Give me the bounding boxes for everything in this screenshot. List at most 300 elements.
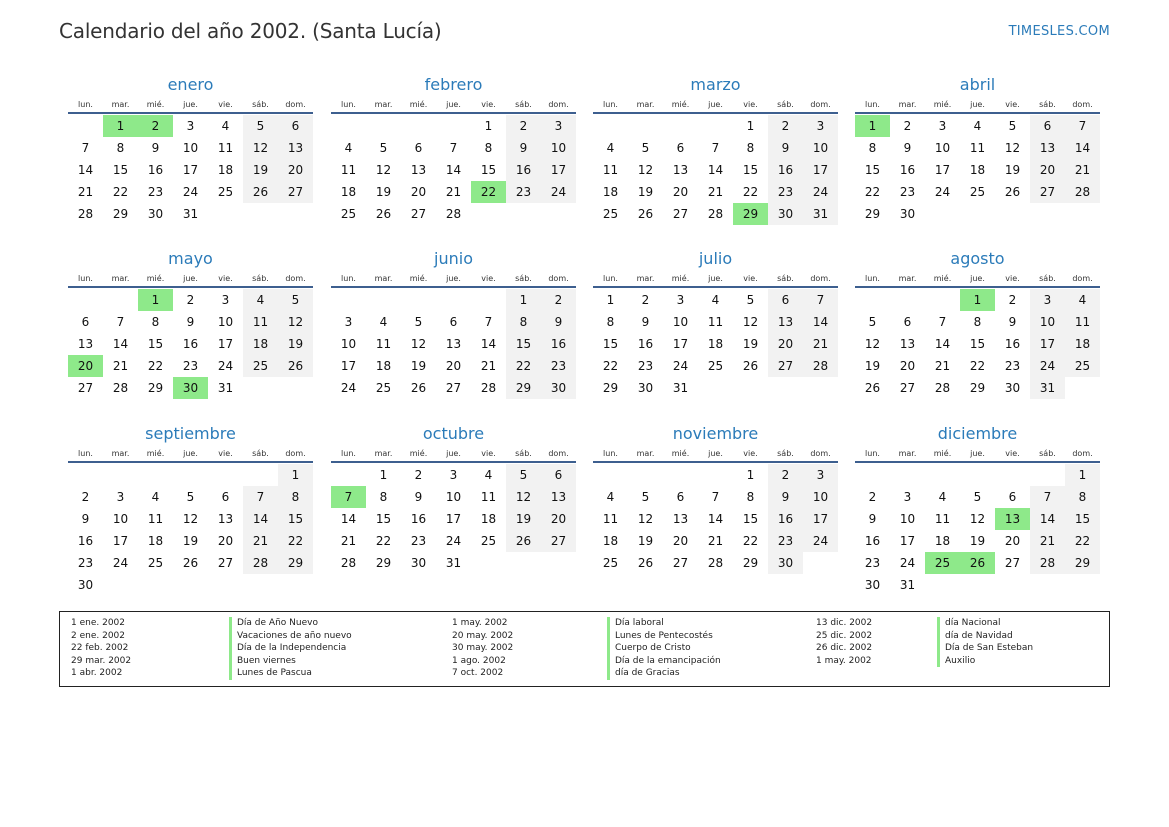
weekday-label: jue.	[183, 273, 198, 283]
weekday-header	[593, 270, 838, 288]
day-cell: 31	[1030, 377, 1065, 399]
day-cell: 7	[803, 289, 838, 311]
brand-link[interactable]: TIMESLES.COM	[1008, 24, 1110, 39]
day-cell: 31	[182, 207, 199, 221]
day-cell: 14	[803, 311, 838, 333]
day-cell: 13	[768, 311, 803, 333]
weekday-label: mar.	[636, 273, 655, 283]
holiday-day-cell: 1	[960, 289, 995, 311]
day-cell: 21	[1030, 530, 1065, 552]
day-cell: 11	[602, 163, 619, 177]
legend-date: 20 may. 2002	[452, 630, 514, 641]
day-cell: 12	[637, 163, 654, 177]
weekday-label: vie.	[218, 448, 233, 458]
day-cell: 19	[243, 159, 278, 181]
day-cell: 17	[672, 337, 689, 351]
day-cell: 12	[637, 512, 654, 526]
day-cell: 18	[969, 163, 986, 177]
day-cell: 9	[768, 486, 803, 508]
day-cell: 8	[606, 315, 615, 329]
day-cell: 18	[147, 534, 164, 548]
weekday-label: dom.	[810, 99, 831, 109]
day-cell: 20	[672, 185, 689, 199]
day-cell: 10	[112, 512, 129, 526]
day-cell: 30	[1004, 381, 1021, 395]
day-cell: 2	[81, 490, 90, 504]
empty-cell	[628, 115, 663, 137]
month-name: octubre	[422, 424, 485, 443]
day-cell: 19	[278, 333, 313, 355]
day-cell: 7	[81, 141, 90, 155]
day-cell: 12	[243, 137, 278, 159]
weekday-label: mar.	[111, 448, 130, 458]
month-octubre	[331, 423, 576, 574]
empty-cell	[628, 464, 663, 486]
day-cell: 9	[768, 137, 803, 159]
day-cell: 6	[414, 141, 423, 155]
day-cell: 27	[410, 207, 427, 221]
legend-holiday-name: Día de Año Nuevo	[229, 617, 352, 630]
day-cell: 6	[676, 490, 685, 504]
day-cell: 18	[375, 359, 392, 373]
empty-cell	[1030, 464, 1065, 486]
day-cell: 8	[116, 141, 125, 155]
day-cell: 1	[484, 119, 493, 133]
day-cell: 2	[868, 490, 877, 504]
empty-cell	[855, 289, 890, 311]
day-cell: 3	[803, 464, 838, 486]
weekday-label: sáb.	[515, 273, 532, 283]
day-cell: 26	[375, 207, 392, 221]
empty-cell	[593, 464, 628, 486]
day-cell: 27	[541, 530, 576, 552]
legend-date: 25 dic. 2002	[816, 630, 873, 641]
day-cell: 14	[707, 163, 724, 177]
empty-cell	[243, 464, 278, 486]
holiday-day-cell: 1	[138, 289, 173, 311]
month-diciembre	[855, 423, 1100, 596]
day-cell: 1	[746, 468, 755, 482]
day-cell: 3	[903, 490, 912, 504]
weekday-label: mar.	[374, 99, 393, 109]
day-cell: 15	[742, 163, 759, 177]
weekday-label: sáb.	[515, 448, 532, 458]
day-cell: 19	[637, 534, 654, 548]
month-name: febrero	[424, 75, 483, 94]
day-cell: 27	[77, 381, 94, 395]
month-enero	[68, 74, 313, 225]
empty-cell	[698, 464, 733, 486]
day-cell: 16	[77, 534, 94, 548]
day-cell: 15	[375, 512, 392, 526]
day-cell: 31	[445, 556, 462, 570]
day-cell: 14	[445, 163, 462, 177]
day-cell: 26	[410, 381, 427, 395]
weekday-label: mar.	[898, 448, 917, 458]
empty-cell	[890, 464, 925, 486]
day-cell: 13	[217, 512, 234, 526]
day-cell: 3	[116, 490, 125, 504]
day-cell: 1	[606, 293, 615, 307]
day-cell: 9	[1008, 315, 1017, 329]
weekday-label: mar.	[898, 273, 917, 283]
day-cell: 16	[864, 534, 881, 548]
day-cell: 26	[742, 359, 759, 373]
weekday-label: lun.	[865, 273, 880, 283]
day-cell: 15	[147, 337, 164, 351]
day-cell: 11	[375, 337, 392, 351]
day-cell: 6	[81, 315, 90, 329]
day-cell: 2	[541, 289, 576, 311]
weekday-label: mar.	[374, 273, 393, 283]
day-cell: 24	[445, 534, 462, 548]
day-cell: 2	[1008, 293, 1017, 307]
day-cell: 2	[506, 115, 541, 137]
day-grid	[331, 114, 576, 225]
day-cell: 22	[864, 185, 881, 199]
day-cell: 28	[243, 552, 278, 574]
day-cell: 19	[375, 185, 392, 199]
day-cell: 12	[742, 315, 759, 329]
weekday-header	[593, 96, 838, 114]
day-cell: 11	[969, 141, 986, 155]
day-cell: 7	[484, 315, 493, 329]
day-cell: 27	[217, 556, 234, 570]
day-cell: 29	[112, 207, 129, 221]
weekday-header	[855, 270, 1100, 288]
day-grid	[331, 288, 576, 399]
day-cell: 9	[151, 141, 160, 155]
day-cell: 29	[375, 556, 392, 570]
day-cell: 4	[221, 119, 230, 133]
legend-date: 1 ene. 2002	[71, 618, 125, 628]
empty-cell	[925, 464, 960, 486]
legend-date: 7 oct. 2002	[452, 668, 504, 678]
weekday-label: jue.	[183, 99, 198, 109]
day-cell: 30	[768, 552, 803, 574]
day-cell: 28	[112, 381, 129, 395]
legend-holiday-name: Cuerpo de Cristo	[607, 642, 721, 655]
weekday-label: dom.	[548, 273, 569, 283]
holiday-day-cell: 26	[960, 552, 995, 574]
day-cell: 15	[1065, 508, 1100, 530]
day-cell: 3	[803, 115, 838, 137]
day-cell: 25	[480, 534, 497, 548]
day-cell: 14	[1065, 137, 1100, 159]
day-cell: 31	[803, 203, 838, 225]
day-cell: 23	[899, 185, 916, 199]
month-name: septiembre	[145, 424, 236, 443]
day-cell: 31	[899, 578, 916, 592]
day-cell: 21	[934, 359, 951, 373]
day-cell: 3	[676, 293, 685, 307]
weekday-label: jue.	[183, 448, 198, 458]
day-cell: 20	[1030, 159, 1065, 181]
day-cell: 10	[803, 486, 838, 508]
day-cell: 21	[1065, 159, 1100, 181]
day-cell: 26	[278, 355, 313, 377]
day-cell: 13	[445, 337, 462, 351]
weekday-label: lun.	[603, 99, 618, 109]
day-cell: 25	[602, 556, 619, 570]
day-cell: 4	[1065, 289, 1100, 311]
day-cell: 8	[746, 490, 755, 504]
day-cell: 7	[938, 315, 947, 329]
day-cell: 10	[934, 141, 951, 155]
weekday-label: vie.	[218, 99, 233, 109]
day-cell: 15	[969, 337, 986, 351]
day-cell: 6	[221, 490, 230, 504]
day-cell: 13	[410, 163, 427, 177]
weekday-header	[855, 445, 1100, 463]
day-cell: 18	[340, 185, 357, 199]
day-cell: 17	[1030, 333, 1065, 355]
empty-cell	[995, 464, 1030, 486]
day-cell: 4	[484, 468, 493, 482]
day-cell: 17	[803, 159, 838, 181]
day-cell: 9	[506, 137, 541, 159]
day-cell: 19	[864, 359, 881, 373]
day-cell: 23	[768, 181, 803, 203]
day-cell: 5	[243, 115, 278, 137]
weekday-label: mié.	[671, 448, 690, 458]
day-cell: 30	[77, 578, 94, 592]
page-title: Calendario del año 2002. (Santa Lucía)	[59, 19, 442, 43]
weekday-label: dom.	[548, 448, 569, 458]
day-cell: 30	[147, 207, 164, 221]
month-name: diciembre	[937, 424, 1018, 443]
day-cell: 7	[243, 486, 278, 508]
day-cell: 6	[676, 141, 685, 155]
weekday-header	[331, 270, 576, 288]
day-cell: 12	[410, 337, 427, 351]
day-cell: 2	[414, 468, 423, 482]
day-cell: 21	[77, 185, 94, 199]
day-cell: 11	[340, 163, 357, 177]
weekday-label: vie.	[1005, 273, 1020, 283]
day-cell: 21	[803, 333, 838, 355]
day-cell: 11	[1065, 311, 1100, 333]
day-cell: 17	[803, 508, 838, 530]
day-cell: 21	[340, 534, 357, 548]
day-cell: 26	[637, 556, 654, 570]
weekday-label: vie.	[743, 273, 758, 283]
weekday-label: lun.	[341, 448, 356, 458]
weekday-label: mar.	[636, 99, 655, 109]
day-cell: 19	[410, 359, 427, 373]
day-cell: 16	[1004, 337, 1021, 351]
legend-holiday-name: Auxilio	[937, 655, 1033, 668]
day-cell: 21	[243, 530, 278, 552]
day-cell: 16	[182, 337, 199, 351]
legend-holiday-name: día de Navidad	[937, 630, 1033, 643]
day-cell: 28	[934, 381, 951, 395]
day-cell: 8	[151, 315, 160, 329]
day-cell: 17	[445, 512, 462, 526]
holiday-day-cell: 1	[855, 115, 890, 137]
legend-date: 1 ago. 2002	[452, 655, 506, 666]
weekday-label: mié.	[409, 99, 428, 109]
weekday-header	[68, 270, 313, 288]
day-cell: 11	[934, 512, 951, 526]
legend-holiday-name: Día de la Independencia	[229, 642, 352, 655]
day-grid	[855, 288, 1100, 399]
day-cell: 24	[1030, 355, 1065, 377]
day-cell: 22	[147, 359, 164, 373]
weekday-label: lun.	[603, 448, 618, 458]
month-name: enero	[167, 75, 214, 94]
day-cell: 5	[973, 490, 982, 504]
weekday-label: dom.	[810, 448, 831, 458]
legend-holiday-name: Día laboral	[607, 617, 721, 630]
day-cell: 13	[672, 512, 689, 526]
day-cell: 2	[903, 119, 912, 133]
day-cell: 12	[969, 512, 986, 526]
day-cell: 22	[742, 534, 759, 548]
day-cell: 30	[410, 556, 427, 570]
month-name: junio	[434, 249, 473, 268]
empty-cell	[366, 115, 401, 137]
day-cell: 28	[707, 556, 724, 570]
day-cell: 25	[217, 185, 234, 199]
day-cell: 9	[641, 315, 650, 329]
day-grid	[593, 288, 838, 399]
weekday-label: sáb.	[1039, 99, 1056, 109]
month-marzo	[593, 74, 838, 225]
day-cell: 6	[449, 315, 458, 329]
day-cell: 9	[186, 315, 195, 329]
empty-cell	[68, 464, 103, 486]
day-grid	[68, 114, 313, 225]
day-cell: 23	[410, 534, 427, 548]
day-cell: 23	[182, 359, 199, 373]
day-cell: 8	[278, 486, 313, 508]
day-cell: 22	[969, 359, 986, 373]
day-cell: 11	[147, 512, 164, 526]
day-cell: 10	[340, 337, 357, 351]
day-cell: 4	[243, 289, 278, 311]
day-cell: 29	[742, 556, 759, 570]
day-cell: 16	[899, 163, 916, 177]
legend-date: 1 abr. 2002	[71, 668, 123, 678]
weekday-label: mié.	[409, 448, 428, 458]
day-cell: 2	[641, 293, 650, 307]
day-cell: 4	[151, 490, 160, 504]
day-cell: 4	[606, 141, 615, 155]
day-cell: 3	[1030, 289, 1065, 311]
day-cell: 3	[186, 119, 195, 133]
day-cell: 17	[217, 337, 234, 351]
weekday-label: mar.	[111, 273, 130, 283]
day-cell: 21	[707, 534, 724, 548]
day-cell: 14	[934, 337, 951, 351]
holiday-day-cell: 25	[925, 552, 960, 574]
legend-holiday-name: Día de la emancipación	[607, 655, 721, 668]
day-cell: 10	[445, 490, 462, 504]
weekday-label: lun.	[341, 273, 356, 283]
day-cell: 1	[1065, 464, 1100, 486]
empty-cell	[366, 289, 401, 311]
day-cell: 1	[379, 468, 388, 482]
day-cell: 25	[1065, 355, 1100, 377]
day-cell: 16	[637, 337, 654, 351]
day-cell: 17	[182, 163, 199, 177]
day-cell: 27	[672, 207, 689, 221]
day-cell: 6	[278, 115, 313, 137]
legend-date: 26 dic. 2002	[816, 643, 873, 653]
day-grid	[855, 114, 1100, 225]
day-cell: 4	[379, 315, 388, 329]
day-cell: 12	[278, 311, 313, 333]
day-cell: 29	[278, 552, 313, 574]
empty-cell	[68, 289, 103, 311]
day-cell: 3	[344, 315, 353, 329]
day-cell: 19	[182, 534, 199, 548]
empty-cell	[138, 464, 173, 486]
day-cell: 19	[969, 534, 986, 548]
day-cell: 29	[147, 381, 164, 395]
weekday-label: mié.	[146, 99, 165, 109]
day-cell: 6	[903, 315, 912, 329]
day-cell: 1	[278, 464, 313, 486]
empty-cell	[331, 115, 366, 137]
day-cell: 30	[768, 203, 803, 225]
weekday-label: mié.	[146, 273, 165, 283]
weekday-header	[593, 445, 838, 463]
empty-cell	[173, 464, 208, 486]
day-cell: 17	[112, 534, 129, 548]
holiday-day-cell: 29	[733, 203, 768, 225]
legend-holiday-name: Buen viernes	[229, 655, 352, 668]
weekday-label: dom.	[810, 273, 831, 283]
day-cell: 5	[278, 289, 313, 311]
day-cell: 18	[1065, 333, 1100, 355]
day-cell: 21	[445, 185, 462, 199]
day-cell: 18	[707, 337, 724, 351]
day-cell: 31	[217, 381, 234, 395]
day-cell: 23	[637, 359, 654, 373]
day-cell: 6	[541, 464, 576, 486]
day-cell: 25	[375, 381, 392, 395]
day-cell: 10	[1030, 311, 1065, 333]
weekday-header	[331, 445, 576, 463]
day-grid	[331, 463, 576, 574]
day-cell: 20	[768, 333, 803, 355]
day-cell: 30	[637, 381, 654, 395]
weekday-label: vie.	[481, 448, 496, 458]
day-cell: 19	[637, 185, 654, 199]
weekday-label: vie.	[1005, 448, 1020, 458]
day-cell: 23	[864, 556, 881, 570]
weekday-label: sáb.	[252, 99, 269, 109]
day-cell: 20	[541, 508, 576, 530]
day-cell: 26	[506, 530, 541, 552]
day-cell: 18	[602, 534, 619, 548]
legend-holiday-name: Lunes de Pentecostés	[607, 630, 721, 643]
weekday-label: mié.	[671, 273, 690, 283]
weekday-label: mar.	[111, 99, 130, 109]
day-grid	[593, 463, 838, 574]
empty-cell	[208, 464, 243, 486]
day-cell: 9	[414, 490, 423, 504]
month-name: abril	[959, 75, 996, 94]
day-cell: 4	[606, 490, 615, 504]
day-cell: 9	[903, 141, 912, 155]
day-cell: 12	[506, 486, 541, 508]
month-junio	[331, 248, 576, 399]
day-cell: 10	[803, 137, 838, 159]
legend-col-2-dates	[452, 617, 513, 680]
